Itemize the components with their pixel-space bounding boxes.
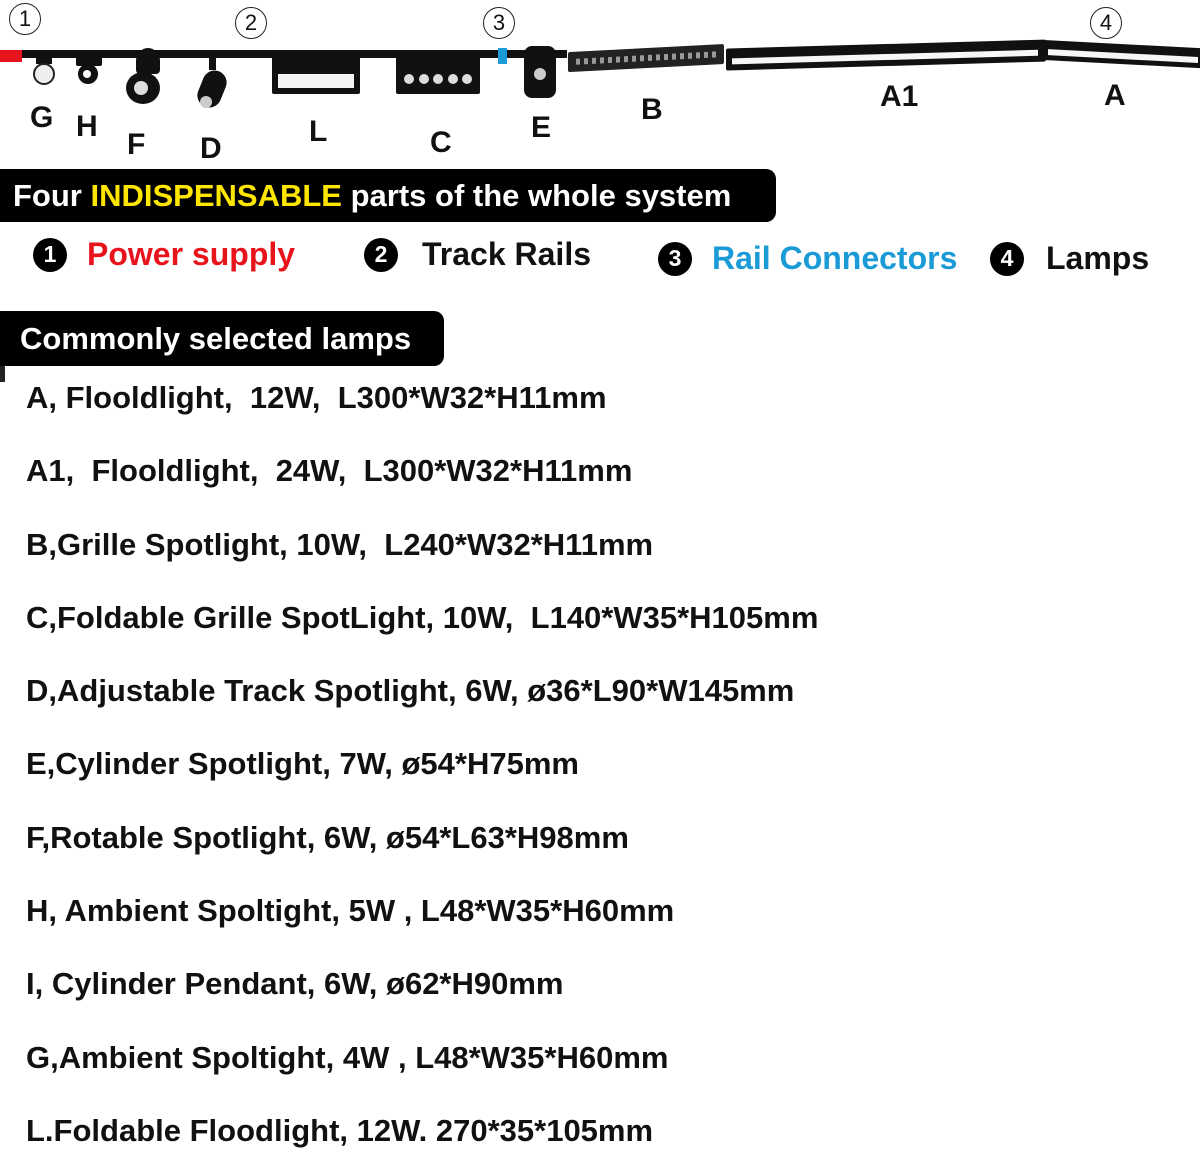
label-f: F xyxy=(127,128,146,161)
lamp-item-g: G,Ambient Spoltight, 4W , L48*W35*H60mm xyxy=(26,1040,669,1075)
marker-4: 4 xyxy=(1090,7,1122,39)
lamps-heading-text: Commonly selected lamps xyxy=(20,320,412,356)
part-label: Rail Connectors xyxy=(712,240,958,276)
label-g: G xyxy=(30,101,54,134)
power-supply-end xyxy=(0,50,22,62)
marker-3: 3 xyxy=(483,7,515,39)
lamp-item-h: H, Ambient Spoltight, 5W , L48*W35*H60mm xyxy=(26,893,675,928)
heading-tick xyxy=(0,366,5,382)
lamp-item-a1: A1, Flooldlight, 24W, L300*W32*H11mm xyxy=(26,453,633,488)
lamp-item-b: B,Grille Spotlight, 10W, L240*W32*H11mm xyxy=(26,527,654,562)
lamp-item-l: L.Foldable Floodlight, 12W. 270*35*105mm xyxy=(26,1113,654,1148)
banner-prefix: Four xyxy=(13,177,91,213)
number-2-icon: 2 xyxy=(364,238,398,272)
lamp-item-f: F,Rotable Spotlight, 6W, ø54*L63*H98mm xyxy=(26,820,629,855)
lamp-h-icon xyxy=(74,50,104,86)
lamp-g-icon xyxy=(32,54,56,86)
lamp-item-d: D,Adjustable Track Spotlight, 6W, ø36*L90*W145mm xyxy=(26,673,795,708)
part-rail-connectors xyxy=(658,240,957,277)
label-d: D xyxy=(200,132,222,165)
lamp-item-i: I, Cylinder Pendant, 6W, ø62*H90mm xyxy=(26,966,564,1001)
label-a: A xyxy=(1104,79,1126,112)
part-track-rails xyxy=(364,236,591,273)
part-label: Track Rails xyxy=(422,236,591,272)
banner-highlight: INDISPENSABLE xyxy=(90,177,342,213)
number-3-icon: 3 xyxy=(658,242,692,276)
banner-suffix: parts of the whole system xyxy=(341,177,732,213)
label-e: E xyxy=(531,111,552,144)
lamp-c-icon xyxy=(396,50,482,96)
part-label: Power supply xyxy=(87,236,296,272)
lamp-b-icon xyxy=(568,44,726,74)
lamp-e-icon xyxy=(524,46,558,100)
label-b: B xyxy=(641,93,663,126)
part-label: Lamps xyxy=(1046,240,1150,276)
system-parts-banner xyxy=(0,169,776,222)
marker-2: 2 xyxy=(235,7,267,39)
label-h: H xyxy=(76,110,98,143)
label-c: C xyxy=(430,126,452,159)
lamp-f-icon xyxy=(124,48,168,106)
label-l: L xyxy=(309,115,328,148)
lamps-heading xyxy=(0,311,444,366)
lamp-d-icon xyxy=(196,54,230,116)
marker-1: 1 xyxy=(9,3,41,35)
part-power-supply xyxy=(33,236,295,273)
number-4-icon: 4 xyxy=(990,242,1024,276)
part-lamps xyxy=(990,240,1149,277)
track-system-diagram xyxy=(0,0,1200,168)
number-1-icon: 1 xyxy=(33,238,67,272)
lamp-item-c: C,Foldable Grille SpotLight, 10W, L140*W35*H105mm xyxy=(26,600,819,635)
label-a1: A1 xyxy=(880,80,919,113)
lamp-a-icon xyxy=(1042,40,1200,74)
lamp-item-e: E,Cylinder Spotlight, 7W, ø54*H75mm xyxy=(26,746,579,781)
rail-connector xyxy=(498,48,507,64)
lamp-l-icon xyxy=(272,50,362,96)
lamp-a1-icon xyxy=(726,40,1048,75)
lamp-item-a: A, Flooldlight, 12W, L300*W32*H11mm xyxy=(26,380,607,415)
